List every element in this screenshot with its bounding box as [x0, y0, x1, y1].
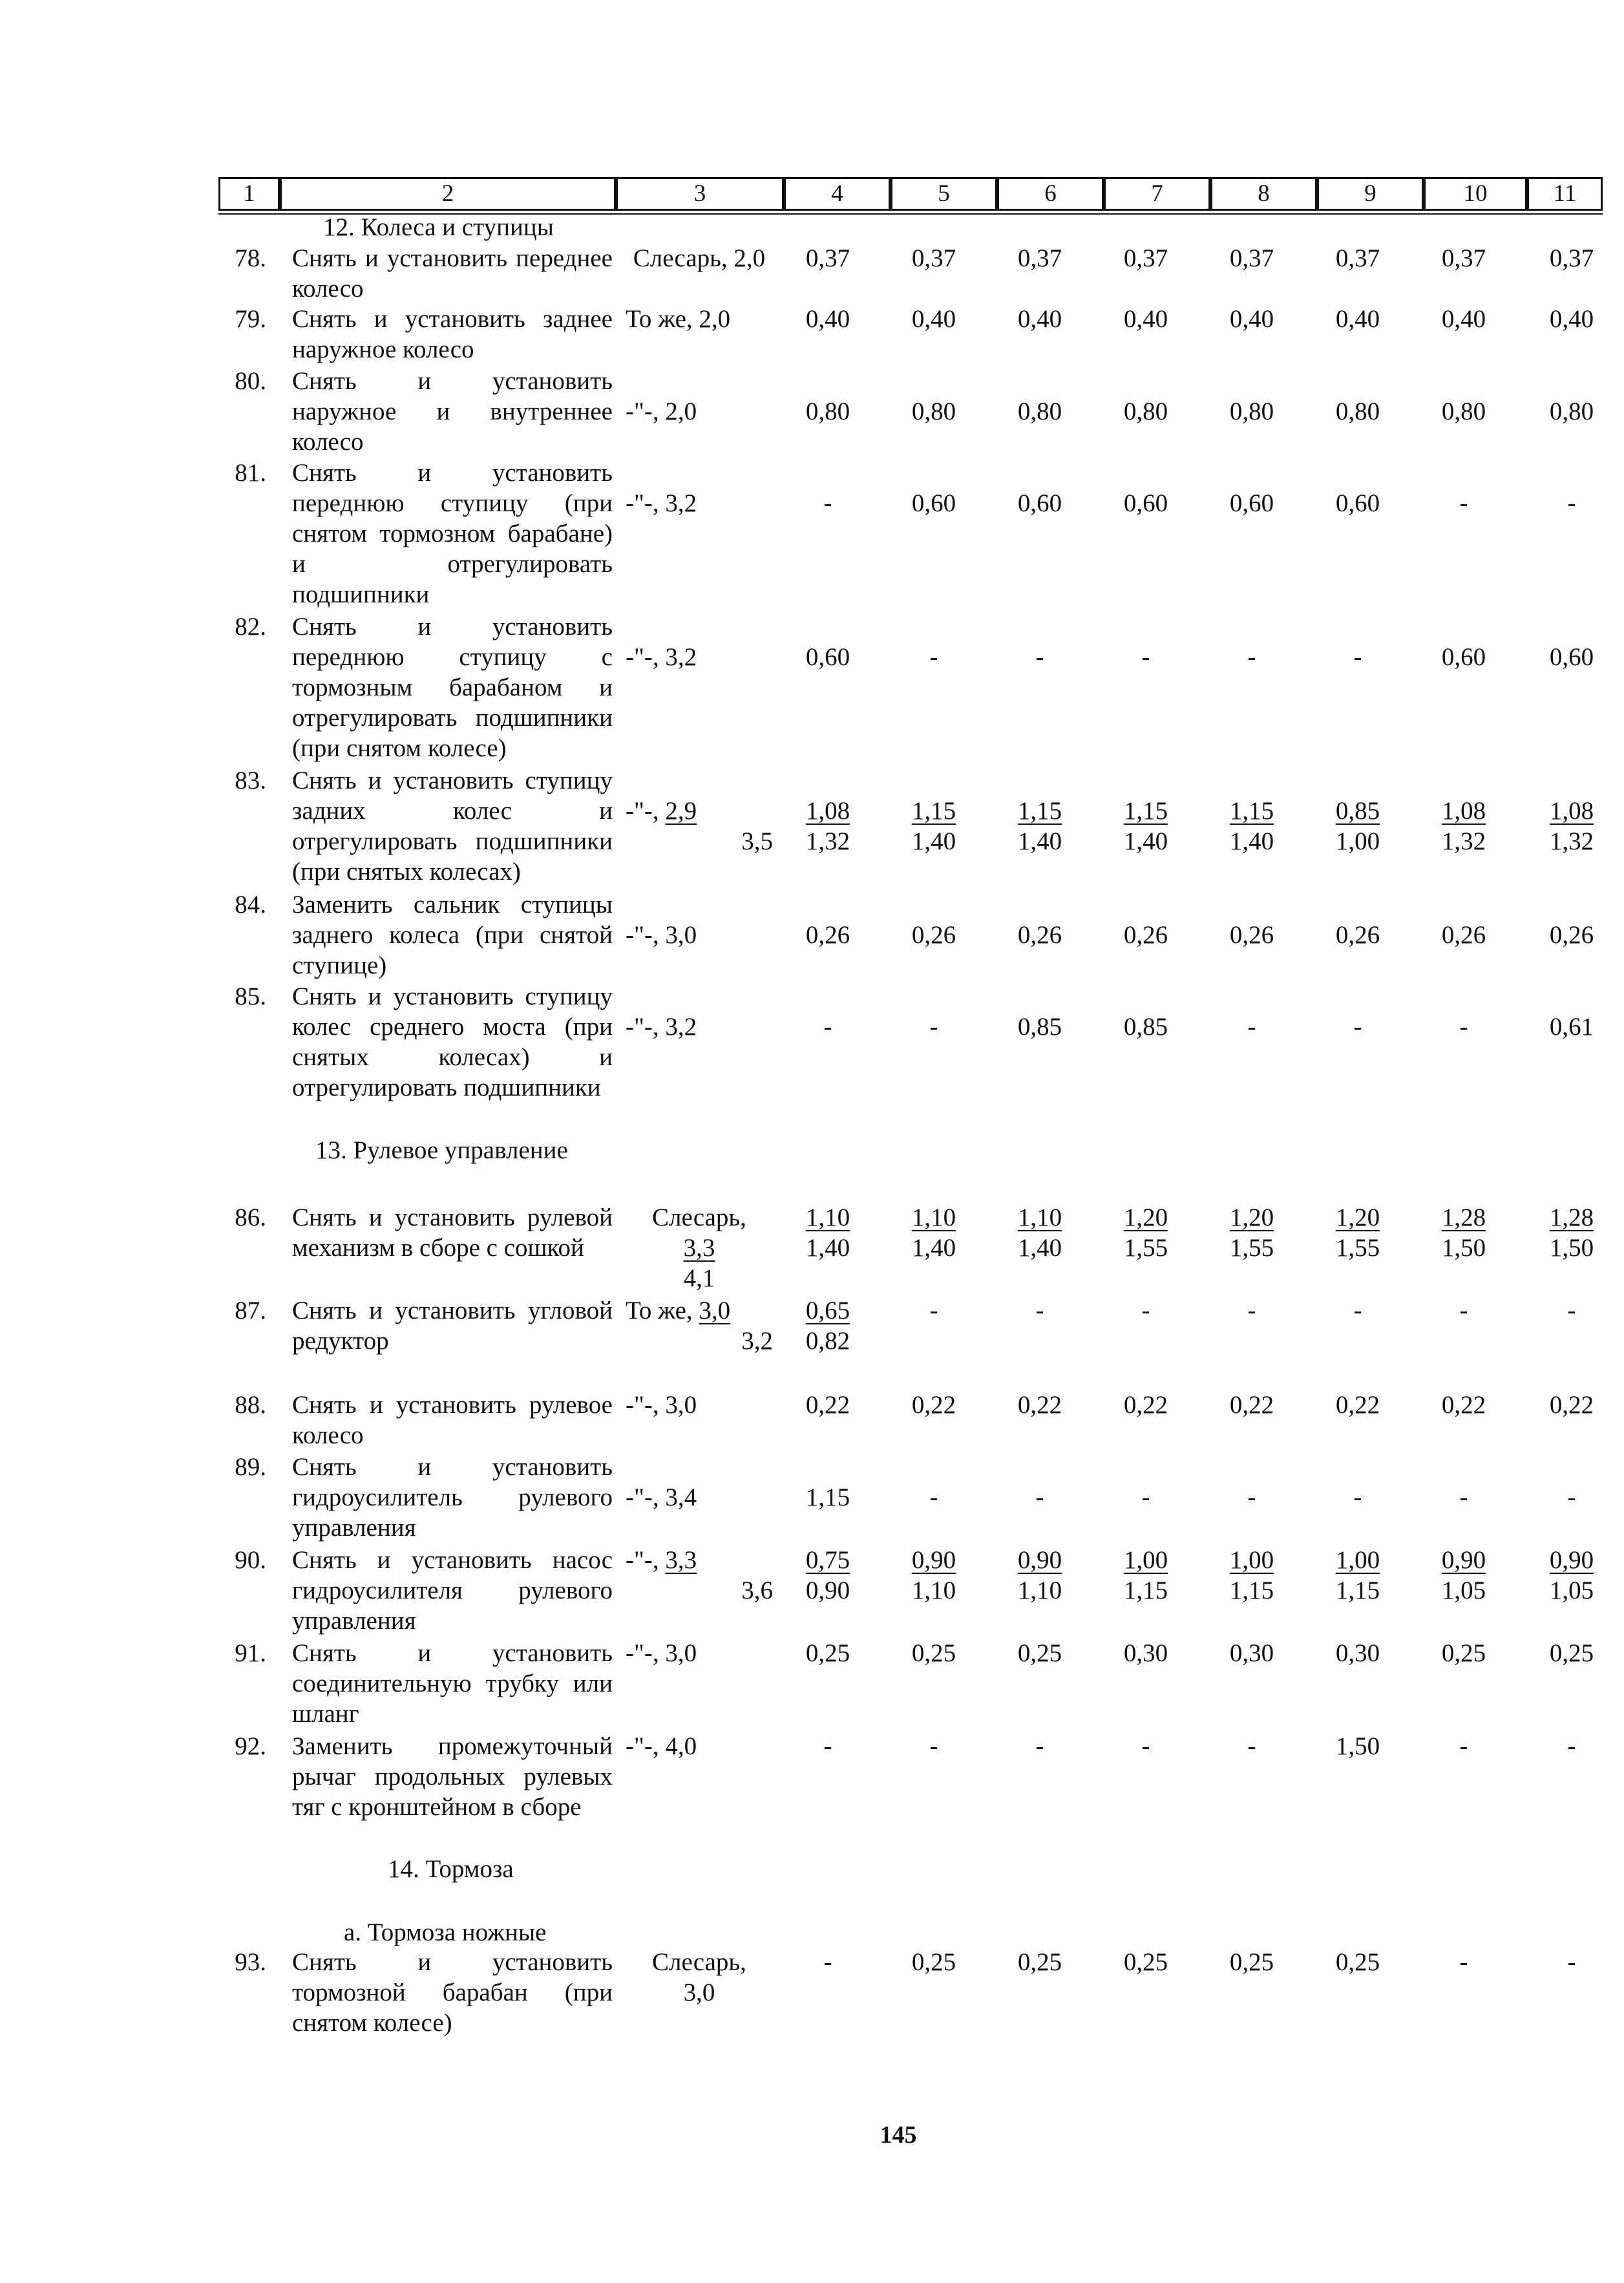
header-cell-9: 9	[1317, 177, 1424, 211]
row-number: 91.	[235, 1639, 266, 1667]
norm-value-col-5: 0,25	[911, 1639, 956, 1667]
norm-value-col-11: -	[1567, 1483, 1576, 1511]
norm-value-col-6: 0,25	[1017, 1639, 1062, 1667]
operation-description: Снять и установить переднюю ступицу с тормозным барабаном и отрегулировать подшипники (при снятом колесе)	[292, 613, 613, 762]
norm-value-col-9: 0,40	[1335, 305, 1380, 333]
norm-value-col-8: 0,40	[1229, 305, 1274, 333]
trade-rate: То же, 3,0 3,2	[626, 1297, 773, 1355]
norm-value-col-8: $\frac{1,15}{1,40}$	[1229, 797, 1274, 855]
operation-description: Снять и установить угловой редуктор	[292, 1297, 613, 1355]
norm-value-col-5: $\frac{0,90}{1,10}$	[911, 1546, 956, 1604]
norm-value-col-7: 0,40	[1123, 305, 1168, 333]
norm-value-col-4: -	[823, 489, 832, 517]
trade-rate: -"-, 3,2	[626, 489, 697, 517]
norm-value-col-4: -	[823, 1013, 832, 1041]
norm-value-col-7: -	[1141, 1297, 1150, 1324]
row-number: 85.	[235, 982, 266, 1010]
norm-value-col-4: 1,15	[805, 1483, 850, 1511]
norm-value-col-10: $\frac{1,08}{1,32}$	[1441, 797, 1486, 855]
norm-value-col-4: $\frac{1,08}{1,32}$	[805, 797, 850, 855]
norm-value-col-4: 0,25	[805, 1639, 850, 1667]
row-number: 80.	[235, 367, 266, 395]
norm-value-col-5: -	[929, 643, 938, 671]
norm-value-col-11: $\frac{0,90}{1,05}$	[1549, 1546, 1594, 1604]
norm-value-col-11: -	[1567, 1297, 1576, 1324]
header-cell-2: 2	[280, 177, 616, 211]
section-title: 14. Тормоза	[388, 1855, 514, 1883]
norm-value-col-6: 0,85	[1017, 1013, 1062, 1041]
norm-value-col-9: -	[1353, 1483, 1362, 1511]
norm-value-col-4: -	[823, 1948, 832, 1976]
norm-value-col-10: 0,37	[1441, 244, 1486, 272]
norm-value-col-9: 0,37	[1335, 244, 1380, 272]
norm-value-col-11: $\frac{1,08}{1,32}$	[1549, 797, 1594, 855]
operation-description: Снять и установить соединительную трубку или шланг	[292, 1639, 613, 1728]
operation-description: Заменить сальник ступицы заднего колеса (при снятой ступице)	[292, 891, 613, 979]
norm-value-col-6: -	[1035, 643, 1044, 671]
norm-value-col-6: $\frac{1,15}{1,40}$	[1017, 797, 1062, 855]
row-number: 89.	[235, 1453, 266, 1481]
trade-rate: -"-, 3,0	[626, 1391, 697, 1419]
norm-value-col-4: 0,40	[805, 305, 850, 333]
header-cell-3: 3	[616, 177, 784, 211]
norm-value-col-4: -	[823, 1732, 832, 1760]
norm-value-col-11: 0,80	[1549, 398, 1594, 425]
norm-value-col-7: $\frac{1,15}{1,40}$	[1123, 797, 1168, 855]
norm-value-col-10: 0,26	[1441, 921, 1486, 949]
operation-description: Заменить промежуточный рычаг продольных рулевых тяг с кронштейном в сборе	[292, 1732, 613, 1821]
norm-value-col-7: 0,85	[1123, 1013, 1168, 1041]
header-cell-11: 11	[1527, 177, 1603, 211]
norm-value-col-9: 1,50	[1335, 1732, 1380, 1760]
trade-rate: Слесарь, 2,0	[633, 244, 766, 272]
row-number: 82.	[235, 613, 266, 641]
norm-value-col-8: 0,37	[1229, 244, 1274, 272]
norm-value-col-5: -	[929, 1297, 938, 1324]
header-cell-7: 7	[1104, 177, 1210, 211]
operation-description: Снять и установить ступицу колес среднего моста (при снятых колесах) и отрегулировать подшипники	[292, 982, 613, 1101]
row-number: 81.	[235, 459, 266, 487]
section-title: 13. Рулевое управление	[315, 1136, 568, 1164]
row-number: 90.	[235, 1546, 266, 1574]
norm-value-col-9: 0,30	[1335, 1639, 1380, 1667]
norm-value-col-6: $\frac{0,90}{1,10}$	[1017, 1546, 1062, 1604]
norm-value-col-10: 0,80	[1441, 398, 1486, 425]
trade-rate: Слесарь, 3,3 4,1	[652, 1204, 746, 1292]
norm-value-col-5: 0,37	[911, 244, 956, 272]
norm-value-col-8: -	[1247, 1297, 1256, 1324]
norm-value-col-11: 0,37	[1549, 244, 1594, 272]
norm-value-col-4: 0,22	[805, 1391, 850, 1419]
operation-description: Снять и установить гидроусилитель рулевого управления	[292, 1453, 613, 1542]
trade-rate: -"-, 3,2	[626, 643, 697, 671]
norm-value-col-7: 0,30	[1123, 1639, 1168, 1667]
operation-description: Снять и установить переднее колесо	[292, 244, 613, 303]
norm-value-col-4: 0,80	[805, 398, 850, 425]
norm-value-col-5: 0,40	[911, 305, 956, 333]
norm-value-col-7: 0,25	[1123, 1948, 1168, 1976]
norm-value-col-9: -	[1353, 1013, 1362, 1041]
norm-value-col-11: $\frac{1,28}{1,50}$	[1549, 1204, 1594, 1262]
norm-value-col-11: 0,60	[1549, 643, 1594, 671]
norm-value-col-7: 0,22	[1123, 1391, 1168, 1419]
operation-description: Снять и установить рулевое колесо	[292, 1391, 613, 1449]
norm-value-col-5: 0,60	[911, 489, 956, 517]
norm-value-col-8: -	[1247, 643, 1256, 671]
norm-value-col-10: 0,40	[1441, 305, 1486, 333]
norm-value-col-8: -	[1247, 1732, 1256, 1760]
norm-value-col-6: -	[1035, 1483, 1044, 1511]
trade-rate: -"-, 4,0	[626, 1732, 697, 1760]
norm-value-col-7: $\frac{1,20}{1,55}$	[1123, 1204, 1168, 1262]
norm-value-col-7: 0,60	[1123, 489, 1168, 517]
norm-value-col-5: $\frac{1,15}{1,40}$	[911, 797, 956, 855]
norm-value-col-10: -	[1459, 1483, 1468, 1511]
operation-description: Снять и установить заднее наружное колесо	[292, 305, 613, 363]
row-number: 93.	[235, 1948, 266, 1976]
norm-value-col-4: 0,60	[805, 643, 850, 671]
norm-value-col-10: -	[1459, 1297, 1468, 1324]
row-number: 84.	[235, 891, 266, 919]
trade-rate: -"-, 2,0	[626, 398, 697, 425]
norm-value-col-10: $\frac{0,90}{1,05}$	[1441, 1546, 1486, 1604]
page-number: 145	[880, 2121, 917, 2149]
norm-value-col-9: 0,25	[1335, 1948, 1380, 1976]
norm-value-col-8: $\frac{1,20}{1,55}$	[1229, 1204, 1274, 1262]
norm-value-col-11: -	[1567, 1948, 1576, 1976]
norm-value-col-5: 0,25	[911, 1948, 956, 1976]
norm-value-col-9: $\frac{0,85}{1,00}$	[1335, 797, 1380, 855]
row-number: 86.	[235, 1204, 266, 1231]
operation-description: Снять и установить тормозной барабан (при снятом колесе)	[292, 1948, 613, 2037]
norm-value-col-6: 0,60	[1017, 489, 1062, 517]
trade-rate: -"-, 3,3 3,6	[626, 1546, 773, 1604]
norm-value-col-11: 0,25	[1549, 1639, 1594, 1667]
norm-value-col-9: 0,60	[1335, 489, 1380, 517]
norm-value-col-6: $\frac{1,10}{1,40}$	[1017, 1204, 1062, 1262]
row-number: 87.	[235, 1297, 266, 1324]
operation-description: Снять и установить наружное и внутреннее колесо	[292, 367, 613, 456]
norm-value-col-5: 0,80	[911, 398, 956, 425]
trade-rate: -"-, 3,0	[626, 1639, 697, 1667]
norm-value-col-6: 0,26	[1017, 921, 1062, 949]
norm-value-col-10: -	[1459, 489, 1468, 517]
norm-value-col-7: -	[1141, 643, 1150, 671]
norm-value-col-9: $\frac{1,20}{1,55}$	[1335, 1204, 1380, 1262]
norm-value-col-8: -	[1247, 1013, 1256, 1041]
norm-value-col-6: 0,22	[1017, 1391, 1062, 1419]
norm-value-col-5: -	[929, 1732, 938, 1760]
norm-value-col-10: -	[1459, 1948, 1468, 1976]
norm-value-col-5: 0,26	[911, 921, 956, 949]
norm-value-col-7: $\frac{1,00}{1,15}$	[1123, 1546, 1168, 1604]
trade-rate: -"-, 3,0	[626, 921, 697, 949]
norm-value-col-6: 0,25	[1017, 1948, 1062, 1976]
norm-value-col-8: 0,80	[1229, 398, 1274, 425]
norm-value-col-8: 0,26	[1229, 921, 1274, 949]
norm-value-col-4: $\frac{0,65}{0,82}$	[805, 1297, 850, 1355]
norm-value-col-6: 0,40	[1017, 305, 1062, 333]
norm-value-col-10: 0,25	[1441, 1639, 1486, 1667]
norm-value-col-5: -	[929, 1013, 938, 1041]
operation-description: Снять и установить рулевой механизм в сборе с сошкой	[292, 1204, 613, 1262]
norm-value-col-10: -	[1459, 1732, 1468, 1760]
operation-description: Снять и установить насос гидроусилителя рулевого управления	[292, 1546, 613, 1635]
norm-value-col-8: $\frac{1,00}{1,15}$	[1229, 1546, 1274, 1604]
norm-value-col-8: 0,30	[1229, 1639, 1274, 1667]
norm-value-col-4: 0,37	[805, 244, 850, 272]
norm-value-col-9: 0,22	[1335, 1391, 1380, 1419]
norm-value-col-6: 0,37	[1017, 244, 1062, 272]
norm-value-col-10: 0,60	[1441, 643, 1486, 671]
row-number: 78.	[235, 244, 266, 272]
norm-value-col-9: 0,26	[1335, 921, 1380, 949]
trade-rate: -"-, 3,2	[626, 1013, 697, 1041]
header-cell-1: 1	[218, 177, 280, 211]
norm-value-col-6: 0,80	[1017, 398, 1062, 425]
norm-value-col-11: 0,26	[1549, 921, 1594, 949]
norm-value-col-6: -	[1035, 1297, 1044, 1324]
norm-value-col-5: $\frac{1,10}{1,40}$	[911, 1204, 956, 1262]
norm-value-col-11: 0,22	[1549, 1391, 1594, 1419]
norm-value-col-7: -	[1141, 1732, 1150, 1760]
norm-value-col-8: 0,60	[1229, 489, 1274, 517]
norm-value-col-4: $\frac{1,10}{1,40}$	[805, 1204, 850, 1262]
norm-value-col-8: 0,25	[1229, 1948, 1274, 1976]
header-cell-8: 8	[1210, 177, 1317, 211]
section-title: 12. Колеса и ступицы	[323, 213, 554, 241]
norm-value-col-10: 0,22	[1441, 1391, 1486, 1419]
operation-description: Снять и установить ступицу задних колес и отрегулировать подшипники (при снятых колесах)	[292, 767, 613, 886]
norm-value-col-11: -	[1567, 1732, 1576, 1760]
header-cell-6: 6	[997, 177, 1104, 211]
norm-value-col-6: -	[1035, 1732, 1044, 1760]
norm-value-col-4: $\frac{0,75}{0,90}$	[805, 1546, 850, 1604]
header-cell-5: 5	[891, 177, 997, 211]
norm-value-col-9: -	[1353, 1297, 1362, 1324]
trade-rate: Слесарь, 3,0	[652, 1948, 746, 2006]
trade-rate: -"-, 3,4	[626, 1483, 697, 1511]
header-cell-10: 10	[1424, 177, 1527, 211]
row-number: 88.	[235, 1391, 266, 1419]
trade-rate: -"-, 2,9 3,5	[626, 797, 773, 855]
row-number: 83.	[235, 767, 266, 794]
norm-value-col-8: -	[1247, 1483, 1256, 1511]
header-cell-4: 4	[784, 177, 891, 211]
norm-value-col-4: 0,26	[805, 921, 850, 949]
operation-description: Снять и установить переднюю ступицу (при снятом тормозном барабане) и отрегулировать подшипники	[292, 459, 613, 608]
norm-value-col-11: -	[1567, 489, 1576, 517]
norm-value-col-10: $\frac{1,28}{1,50}$	[1441, 1204, 1486, 1262]
row-number: 79.	[235, 305, 266, 333]
norm-value-col-7: 0,26	[1123, 921, 1168, 949]
norm-value-col-7: -	[1141, 1483, 1150, 1511]
norm-value-col-5: -	[929, 1483, 938, 1511]
norm-value-col-9: $\frac{1,00}{1,15}$	[1335, 1546, 1380, 1604]
norm-value-col-11: 0,61	[1549, 1013, 1594, 1041]
norm-value-col-9: 0,80	[1335, 398, 1380, 425]
norm-value-col-10: -	[1459, 1013, 1468, 1041]
norm-value-col-8: 0,22	[1229, 1391, 1274, 1419]
norm-value-col-5: 0,22	[911, 1391, 956, 1419]
norm-value-col-7: 0,37	[1123, 244, 1168, 272]
norm-value-col-7: 0,80	[1123, 398, 1168, 425]
section-title: а. Тормоза ножные	[344, 1918, 547, 1946]
row-number: 92.	[235, 1732, 266, 1760]
norm-value-col-11: 0,40	[1549, 305, 1594, 333]
norm-value-col-9: -	[1353, 643, 1362, 671]
trade-rate: То же, 2,0	[626, 305, 731, 333]
